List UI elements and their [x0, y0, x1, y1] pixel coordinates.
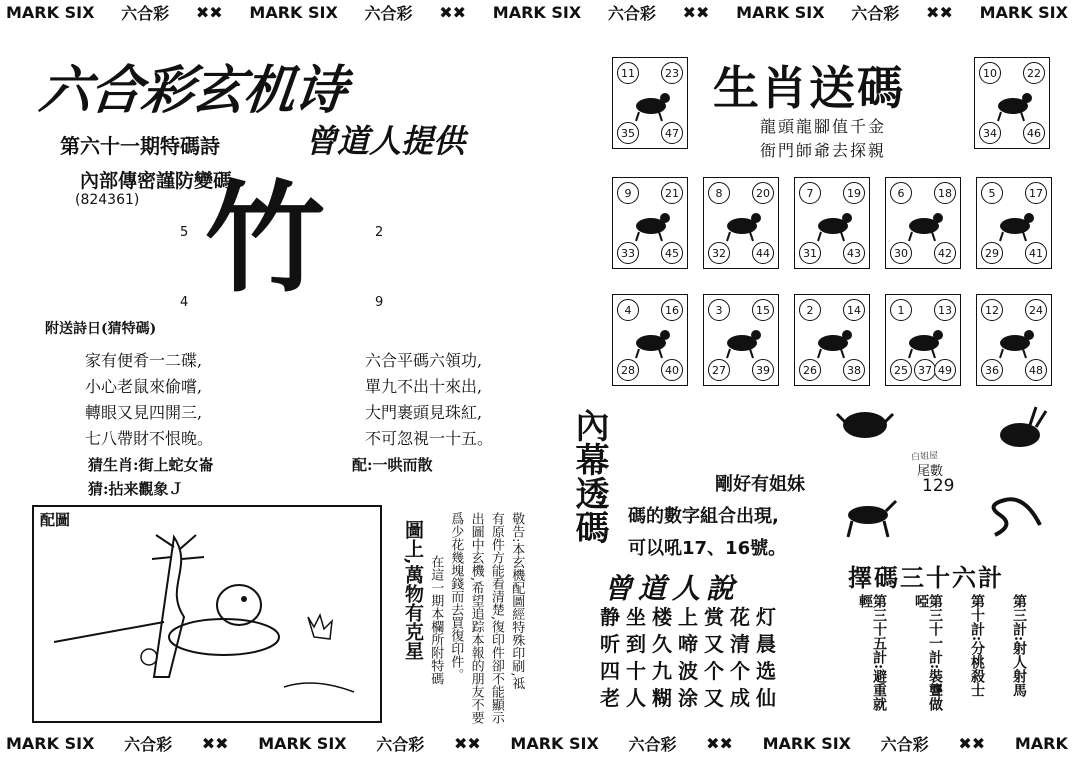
secret-notice: 內部傳密謹防變碼	[80, 170, 233, 192]
number-ball: 13	[934, 299, 956, 321]
number-ball: 31	[799, 242, 821, 264]
poem-left	[85, 348, 213, 452]
corner-number-tr: 2	[375, 225, 384, 240]
banner-item: ✖✖	[201, 733, 229, 753]
horse-icon	[902, 206, 946, 242]
banner-item: 六合彩	[364, 3, 413, 23]
number-ball: 35	[617, 122, 639, 144]
number-ball: 43	[843, 242, 865, 264]
number-ball: 27	[708, 359, 730, 381]
goat-icon	[993, 206, 1037, 242]
corner-number-tl: 5	[180, 225, 189, 240]
number-ball: 22	[1023, 62, 1045, 84]
banner-item: ✖✖	[682, 2, 710, 22]
number-ball: 18	[934, 182, 956, 204]
tiger-icon	[991, 86, 1035, 122]
number-ball: 42	[934, 242, 956, 264]
number-ball: 24	[1025, 299, 1047, 321]
tail-value: 129	[922, 476, 955, 496]
snake-icon	[985, 495, 1045, 540]
banner-item: MARK SIX	[6, 2, 95, 22]
zodiac-card	[612, 177, 688, 269]
picture-box	[32, 505, 382, 723]
strategy-item: 第三十一計:裝聾做啞	[913, 594, 943, 712]
rooster-icon	[720, 323, 764, 359]
number-ball: 38	[843, 359, 865, 381]
picture-caption: 圖上,萬物有克星	[402, 520, 424, 660]
pair-hint: 配:一哄而散	[352, 456, 433, 474]
number-ball: 25	[890, 359, 912, 381]
strategy-columns	[858, 594, 1026, 714]
poem-line: 單九不出十來出,	[365, 377, 483, 396]
zodiac-card	[885, 294, 961, 386]
number-ball: 26	[799, 359, 821, 381]
notice-line: 爲少花幾塊錢而去買復印件。	[448, 512, 464, 681]
rabbit-icon	[629, 206, 673, 242]
dog-icon	[811, 323, 855, 359]
poem-line: 大門裹頭見珠紅,	[365, 403, 483, 422]
banner-item: 六合彩	[376, 734, 425, 754]
strategy-item: 第三十五計:避重就輕	[857, 594, 887, 712]
banner-item: MARK SIX	[736, 2, 825, 22]
banner-item: MARK SIX	[762, 733, 852, 753]
horse-icon	[840, 495, 900, 540]
number-ball: 9	[617, 182, 639, 204]
number-ball: 45	[661, 242, 683, 264]
zodiac-card	[976, 294, 1052, 386]
banner-item: ✖✖	[439, 2, 467, 22]
number-ball: 6	[890, 182, 912, 204]
number-ball: 48	[1025, 359, 1047, 381]
number-ball: 39	[752, 359, 774, 381]
number-ball: 21	[661, 182, 683, 204]
zodiac-title: 生肖送碼	[713, 61, 905, 115]
zodiac-card	[885, 177, 961, 269]
banner-item: MARK SIX	[492, 2, 582, 22]
corner-number-bl: 4	[180, 295, 189, 310]
strategy-item: 第三計:射人射馬	[1011, 594, 1027, 698]
notice-line: 出圖中玄機,希望追踪本報的朋友不要	[468, 512, 484, 725]
saying-line: 老人糊涂又成仙	[600, 686, 782, 710]
number-ball: 14	[843, 299, 865, 321]
issue-code: (824361)	[75, 192, 140, 208]
stamp-text: 白姐屋	[910, 451, 939, 463]
number-ball: 7	[799, 182, 821, 204]
notice-line: 有原件方能看清楚,復印件卻不能顯示	[488, 512, 504, 725]
saying-poem	[600, 604, 782, 712]
page-title: 六合彩玄机诗	[36, 61, 349, 121]
banner-item: ✖✖	[958, 733, 986, 753]
guess-line-2: 猜:拈来觀象Ｊ	[88, 480, 184, 498]
message-line: 可以吼17、16號。	[628, 538, 787, 559]
number-ball: 41	[1025, 242, 1047, 264]
ox-icon	[629, 86, 673, 122]
banner-item: MARK SIX	[258, 733, 347, 753]
issue-heading: 第六十一期特碼詩	[60, 134, 220, 158]
number-ball: 3	[708, 299, 730, 321]
number-ball: 37	[914, 359, 936, 381]
number-ball: 15	[752, 299, 774, 321]
snake-icon	[811, 206, 855, 242]
number-ball: 47	[661, 122, 683, 144]
number-ball: 20	[752, 182, 774, 204]
number-ball: 28	[617, 359, 639, 381]
banner-item: MARK SIX	[510, 733, 599, 753]
guess-zodiac: 猜生肖:街上蛇女崙	[88, 456, 214, 474]
number-ball: 44	[752, 242, 774, 264]
ox-icon	[835, 400, 895, 450]
rat-icon	[993, 323, 1037, 359]
provider-label: 曾道人提供	[305, 122, 466, 160]
banner-item: ✖✖	[453, 733, 481, 753]
couplet-line: 衙門師爺去探親	[760, 141, 887, 160]
banner-item: ✖✖	[926, 2, 953, 22]
inner-title: 內幕透碼	[569, 408, 609, 544]
number-ball: 32	[708, 242, 730, 264]
number-ball: 17	[1025, 182, 1047, 204]
saying-line: 听到久啼又清晨	[600, 632, 782, 656]
pig-icon	[902, 323, 946, 359]
banner-item: ✖✖	[195, 2, 223, 22]
number-ball: 40	[661, 359, 683, 381]
poem-line: 家有便肴一二碟,	[85, 351, 203, 370]
poem-line: 七八帶財不恨晚。	[85, 429, 214, 448]
dragon-icon	[720, 206, 764, 242]
banner-item: 六合彩	[880, 734, 929, 754]
caption-small: 在這一期本欄所附特碼	[428, 555, 444, 685]
message-line: 剛好有姐妹	[715, 474, 805, 495]
top-banner	[0, 0, 1080, 24]
strategy-item: 第十計:分桃殺士	[969, 594, 985, 698]
banner-item: 六合彩	[124, 734, 173, 754]
saying-title: 曾道人說	[604, 572, 741, 605]
number-ball: 11	[617, 62, 639, 84]
number-ball: 23	[661, 62, 683, 84]
banner-item: MARK SIX	[979, 2, 1068, 22]
zodiac-card	[703, 177, 779, 269]
corner-number-br: 9	[375, 295, 384, 310]
message-line: 碼的數字組合出現,	[628, 506, 779, 527]
number-ball: 12	[981, 299, 1003, 321]
number-ball: 34	[979, 122, 1001, 144]
monkey-icon	[629, 323, 673, 359]
bottom-banner	[0, 731, 1080, 755]
banner-item: 六合彩	[607, 3, 656, 23]
zodiac-card	[794, 294, 870, 386]
poem-line: 轉眼又見四開三,	[85, 403, 203, 422]
saying-line: 静坐楼上赏花灯	[600, 605, 782, 629]
number-ball: 46	[1023, 122, 1045, 144]
number-ball: 1	[890, 299, 912, 321]
cartoon-illustration	[54, 527, 374, 717]
number-ball: 8	[708, 182, 730, 204]
strategy-title: 擇碼三十六計	[848, 563, 1004, 592]
rabbit-icon	[990, 405, 1050, 455]
poem-line: 六合平碼六領功,	[365, 351, 483, 370]
number-ball: 30	[890, 242, 912, 264]
number-ball: 19	[843, 182, 865, 204]
picture-label: 配圖	[40, 511, 71, 529]
banner-item: MARK SIX	[6, 733, 95, 753]
mystery-character: 竹	[205, 170, 325, 309]
zodiac-card	[703, 294, 779, 386]
number-ball: 36	[981, 359, 1003, 381]
number-ball: 33	[617, 242, 639, 264]
poem-right	[365, 348, 493, 452]
number-ball: 10	[979, 62, 1001, 84]
number-ball: 29	[981, 242, 1003, 264]
number-ball: 4	[617, 299, 639, 321]
banner-item: ✖✖	[706, 733, 733, 753]
number-ball: 5	[981, 182, 1003, 204]
number-ball: 2	[799, 299, 821, 321]
zodiac-card	[974, 57, 1050, 149]
number-ball: 49	[934, 359, 956, 381]
banner-item: MARK	[1014, 733, 1068, 753]
poem-heading: 附送詩日(猜特碼)	[45, 321, 157, 337]
zodiac-card	[612, 294, 688, 386]
zodiac-card	[794, 177, 870, 269]
banner-item: 六合彩	[851, 3, 900, 23]
banner-item: MARK SIX	[249, 2, 338, 22]
saying-line: 四十九波个个选	[600, 659, 782, 683]
zodiac-card	[976, 177, 1052, 269]
notice-line: 敬告:本玄機配圖經特殊印刷,祗	[509, 512, 525, 690]
number-ball: 16	[661, 299, 683, 321]
poem-line: 不可忽視一十五。	[365, 429, 494, 448]
couplet-line: 龍頭龍腳值千金	[760, 117, 887, 136]
banner-item: 六合彩	[628, 734, 677, 754]
banner-item: 六合彩	[121, 3, 170, 23]
zodiac-card	[612, 57, 688, 149]
tail-label: 尾數	[917, 464, 944, 479]
notice-block	[448, 512, 523, 724]
poem-line: 小心老鼠來偷嚐,	[85, 377, 203, 396]
